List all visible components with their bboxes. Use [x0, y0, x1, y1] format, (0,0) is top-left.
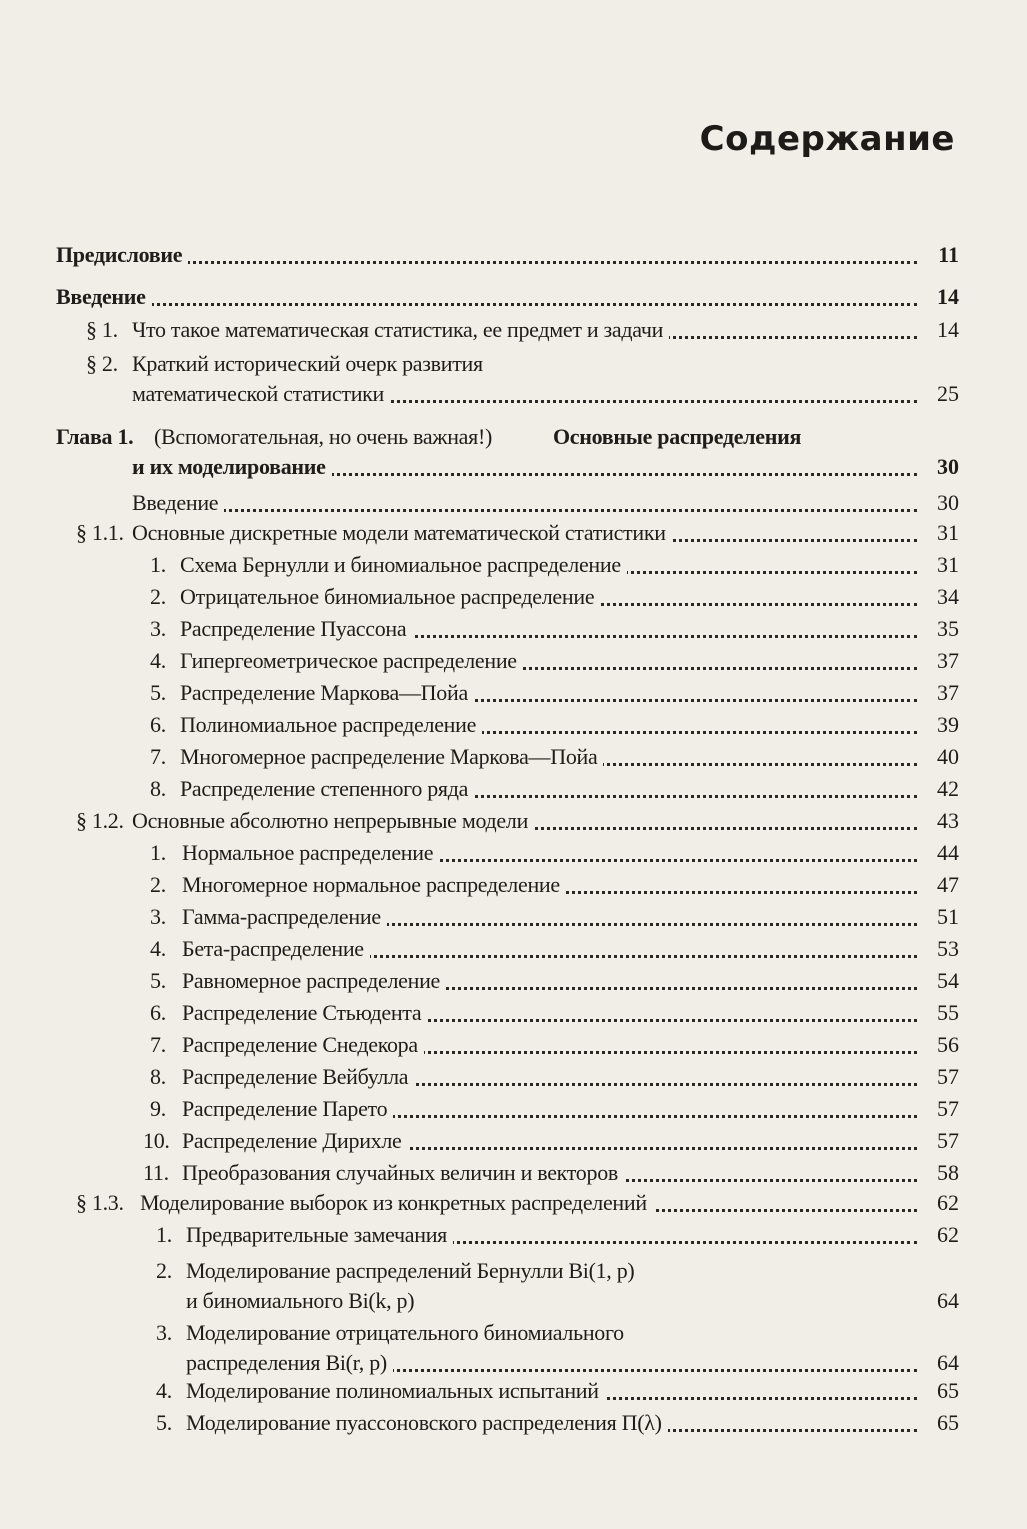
item-title-cont: и биномиального Bi(k, p) — [186, 1288, 415, 1313]
page-number: 14 — [937, 284, 959, 309]
toc-intro-s2 — [0, 377, 1027, 407]
item-title: Распределение Дирихле — [182, 1128, 408, 1154]
toc-s11-item — [0, 644, 1027, 674]
item-number: 6. — [150, 1000, 166, 1025]
toc-intro-label: Введение — [56, 284, 152, 310]
toc-s12-item — [0, 1092, 1027, 1122]
item-title: Нормальное распределение — [182, 840, 439, 866]
page-number: 37 — [937, 648, 959, 673]
section-number: § 1.1. — [76, 520, 124, 545]
item-title: Моделирование распределений Бернулли Bi(1, p) — [186, 1258, 635, 1283]
toc-s13-item — [0, 1218, 1027, 1248]
page-number: 42 — [937, 776, 959, 801]
toc-intro — [0, 280, 1027, 310]
page-number: 30 — [937, 454, 959, 479]
toc-s11-item — [0, 740, 1027, 770]
toc-s13-item — [0, 1284, 1027, 1314]
toc-s11-item — [0, 580, 1027, 610]
item-number: 9. — [150, 1096, 166, 1121]
toc-s11-item — [0, 548, 1027, 578]
item-number: 2. — [156, 1258, 172, 1283]
toc-s13-item — [0, 1406, 1027, 1436]
page-number: 65 — [937, 1410, 959, 1435]
toc-s12-item — [0, 1028, 1027, 1058]
page-number: 14 — [937, 317, 959, 342]
page-number: 34 — [937, 584, 959, 609]
page-number: 54 — [937, 968, 959, 993]
page-number: 57 — [937, 1128, 959, 1153]
toc-ch1-line1 — [0, 420, 1027, 450]
toc-s12 — [0, 804, 1027, 834]
page-number: 65 — [937, 1378, 959, 1403]
item-number: 11. — [143, 1160, 169, 1185]
item-number: 7. — [150, 1032, 166, 1057]
item-number: 10. — [143, 1128, 170, 1153]
item-number: 5. — [150, 968, 166, 993]
toc-s11-item — [0, 708, 1027, 738]
page-number: 25 — [937, 381, 959, 406]
page-number: 40 — [937, 744, 959, 769]
page-number: 57 — [937, 1096, 959, 1121]
page-title: Содержание — [699, 118, 955, 159]
toc-ch1-intro-label: Введение — [132, 490, 224, 516]
toc-s12-item — [0, 932, 1027, 962]
toc-s13-item — [0, 1374, 1027, 1404]
item-title: Распределение Снедекора — [182, 1032, 424, 1058]
item-number: 4. — [156, 1378, 172, 1403]
toc-preface — [0, 238, 1027, 268]
item-title: Распределение Парето — [182, 1096, 393, 1122]
item-title: Гипергеометрическое распределение — [180, 648, 523, 674]
chapter-note: (Вспомогательная, но очень важная!) — [154, 424, 493, 449]
chapter-title: Основные распределения — [553, 424, 802, 449]
page-number: 30 — [937, 490, 959, 515]
item-number: 2. — [150, 872, 166, 897]
page-number: 53 — [937, 936, 959, 961]
item-title: Равномерное распределение — [182, 968, 446, 994]
item-title: Моделирование пуассоновского распределения Π(λ) — [186, 1410, 668, 1436]
section-number: § 1.3. — [76, 1190, 124, 1215]
toc-s12-item — [0, 868, 1027, 898]
page-number: 62 — [937, 1222, 959, 1247]
item-number: 5. — [156, 1410, 172, 1435]
item-number: 5. — [150, 680, 166, 705]
toc-s13-item — [0, 1346, 1027, 1376]
item-title: Гамма-распределение — [182, 904, 387, 930]
section-title: Моделирование выборок из конкретных распределений — [140, 1190, 653, 1216]
item-title: Распределение степенного ряда — [180, 776, 474, 802]
toc-s12-item — [0, 964, 1027, 994]
item-title: Распределение Стьюдента — [182, 1000, 427, 1026]
item-number: 8. — [150, 776, 166, 801]
toc-s12-item — [0, 1124, 1027, 1154]
item-number: 4. — [150, 936, 166, 961]
item-title: Полиномиальное распределение — [180, 712, 482, 738]
section-title: Краткий исторический очерк развития — [132, 351, 483, 376]
section-title: Что такое математическая статистика, ее предмет и задачи — [132, 317, 669, 343]
toc-s13-item-line1 — [0, 1316, 1027, 1346]
toc-intro-s1 — [0, 313, 1027, 343]
toc-ch1 — [0, 450, 1027, 480]
toc-s12-item — [0, 836, 1027, 866]
leader-dots — [60, 303, 917, 306]
item-title: Бета-распределение — [182, 936, 370, 962]
page-number: 55 — [937, 1000, 959, 1025]
toc-s12-item — [0, 900, 1027, 930]
item-number: 1. — [150, 552, 166, 577]
item-number: 4. — [150, 648, 166, 673]
toc-s12-item — [0, 1156, 1027, 1186]
page-number: 64 — [937, 1288, 959, 1313]
page-number: 57 — [937, 1064, 959, 1089]
leader-dots — [132, 509, 917, 512]
page-number: 11 — [938, 242, 959, 267]
toc-s11-item — [0, 612, 1027, 642]
item-number: 6. — [150, 712, 166, 737]
toc-s11-item — [0, 772, 1027, 802]
page-number: 58 — [937, 1160, 959, 1185]
toc-s12-item — [0, 1060, 1027, 1090]
toc-s11 — [0, 516, 1027, 546]
section-title-cont: математической статистики — [132, 381, 390, 407]
page-number: 64 — [937, 1350, 959, 1375]
item-title: Многомерное нормальное распределение — [182, 872, 566, 898]
item-title: Преобразования случайных величин и векторов — [182, 1160, 624, 1186]
item-title: Распределение Вейбулла — [182, 1064, 414, 1090]
item-title: Распределение Пуассона — [180, 616, 412, 642]
leader-dots — [60, 261, 917, 264]
item-title: Распределение Маркова—Пойа — [180, 680, 474, 706]
item-number: 7. — [150, 744, 166, 769]
page-number: 62 — [937, 1190, 959, 1215]
item-number: 2. — [150, 584, 166, 609]
page-number: 31 — [937, 552, 959, 577]
toc-ch1-intro — [0, 486, 1027, 516]
page-number: 43 — [937, 808, 959, 833]
section-title: Основные абсолютно непрерывные модели — [132, 808, 534, 834]
item-number: 3. — [150, 616, 166, 641]
item-title: Многомерное распределение Маркова—Пойа — [180, 744, 603, 770]
toc-s11-item — [0, 676, 1027, 706]
toc-s13-item-line1 — [0, 1254, 1027, 1284]
page-number: 47 — [937, 872, 959, 897]
section-number: § 1.2. — [76, 808, 124, 833]
item-number: 1. — [150, 840, 166, 865]
page-number: 37 — [937, 680, 959, 705]
toc-preface-label: Предисловие — [56, 242, 188, 268]
item-number: 8. — [150, 1064, 166, 1089]
item-number: 1. — [156, 1222, 172, 1247]
page-number: 39 — [937, 712, 959, 737]
section-title: Основные дискретные модели математической статистики — [132, 520, 672, 546]
section-number: § 1. — [86, 317, 118, 342]
page-number: 51 — [937, 904, 959, 929]
item-title: Предварительные замечания — [186, 1222, 453, 1248]
page-number: 56 — [937, 1032, 959, 1057]
page-number: 35 — [937, 616, 959, 641]
item-title: Моделирование полиномиальных испытаний — [186, 1378, 605, 1404]
item-number: 3. — [156, 1320, 172, 1345]
toc-s13 — [0, 1186, 1027, 1216]
item-number: 3. — [150, 904, 166, 929]
chapter-title-cont: и их моделирование — [132, 454, 332, 480]
item-title: Моделирование отрицательного биномиального — [186, 1320, 624, 1345]
page-number: 44 — [937, 840, 959, 865]
toc-intro-s2-line1 — [0, 347, 1027, 377]
item-title-cont: распределения Bi(r, p) — [186, 1350, 393, 1376]
page-number: 31 — [937, 520, 959, 545]
item-title: Отрицательное биномиальное распределение — [180, 584, 600, 610]
item-title: Схема Бернулли и биномиальное распределение — [180, 552, 627, 578]
toc-s12-item — [0, 996, 1027, 1026]
section-number: § 2. — [86, 351, 118, 376]
chapter-number: Глава 1. — [56, 424, 134, 449]
